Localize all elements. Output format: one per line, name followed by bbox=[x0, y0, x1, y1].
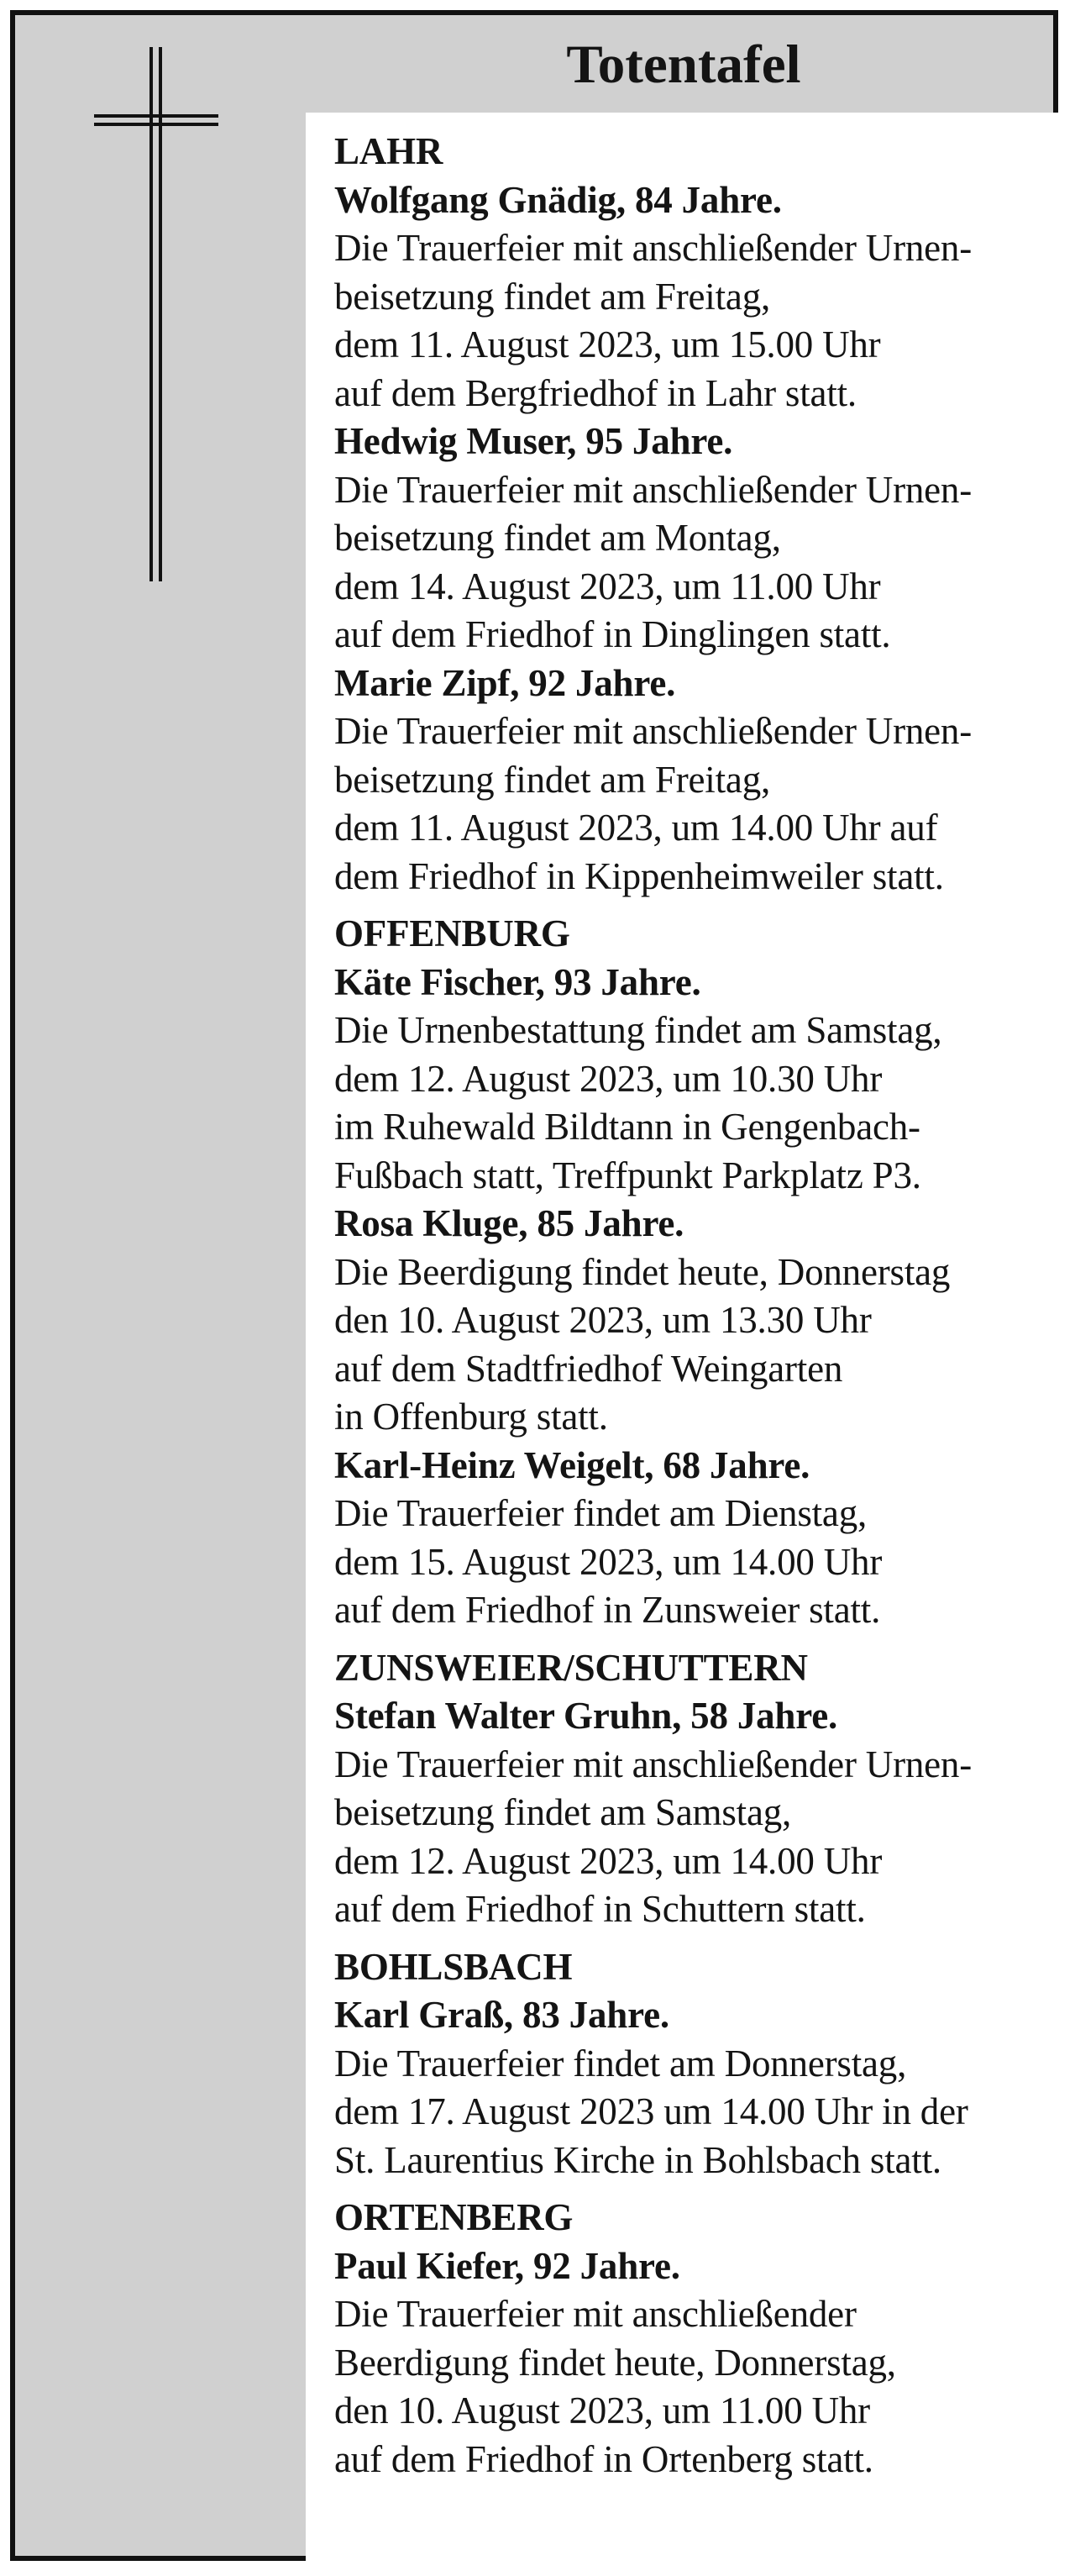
cross-horizontal-line-bottom bbox=[94, 123, 218, 126]
funeral-detail-line: dem 17. August 2023 um 14.00 Uhr in der bbox=[334, 2090, 968, 2132]
obituary-entry bbox=[334, 176, 1048, 418]
deceased-name: Karl Graß, 83 Jahre. bbox=[334, 1994, 669, 2036]
funeral-detail-line: St. Laurentius Kirche in Bohlsbach statt. bbox=[334, 2138, 941, 2181]
funeral-detail-line: Fußbach statt, Treffpunkt Parkplatz P3. bbox=[334, 1154, 921, 1196]
deceased-name: Stefan Walter Gruhn, 58 Jahre. bbox=[334, 1695, 838, 1737]
deceased-name: Hedwig Muser, 95 Jahre. bbox=[334, 420, 733, 462]
funeral-detail-line: dem 12. August 2023, um 14.00 Uhr bbox=[334, 1839, 883, 1882]
funeral-detail-line: Die Trauerfeier findet am Donnerstag, bbox=[334, 2042, 907, 2084]
funeral-detail-line: auf dem Friedhof in Dinglingen statt. bbox=[334, 613, 891, 655]
section-place: ORTENBERG bbox=[334, 2196, 574, 2238]
funeral-detail-line: dem Friedhof in Kippenheimweiler statt. bbox=[334, 854, 944, 897]
funeral-detail-line: Die Trauerfeier mit anschließender Urnen- bbox=[334, 468, 973, 511]
deceased-name: Rosa Kluge, 85 Jahre. bbox=[334, 1202, 684, 1244]
funeral-detail-line: auf dem Bergfriedhof in Lahr statt. bbox=[334, 371, 857, 414]
section-place: ZUNSWEIER/SCHUTTERN bbox=[334, 1646, 808, 1689]
obituary-entry bbox=[334, 1991, 1048, 2184]
obituary-entry bbox=[334, 1200, 1048, 1442]
funeral-detail-line: den 10. August 2023, um 11.00 Uhr bbox=[334, 2389, 870, 2431]
funeral-detail-line: beisetzung findet am Freitag, bbox=[334, 275, 771, 318]
funeral-detail-line: auf dem Friedhof in Ortenberg statt. bbox=[334, 2437, 873, 2480]
funeral-detail-line: in Offenburg statt. bbox=[334, 1396, 608, 1438]
obituary-entry bbox=[334, 2242, 1048, 2484]
funeral-detail-line: im Ruhewald Bildtann in Gengenbach- bbox=[334, 1106, 920, 1148]
section-lahr bbox=[334, 128, 1048, 901]
section-place: OFFENBURG bbox=[334, 912, 570, 954]
obituary-entry bbox=[334, 1692, 1048, 1934]
funeral-detail-line: auf dem Friedhof in Zunsweier statt. bbox=[334, 1589, 881, 1631]
funeral-detail-line: Die Trauerfeier mit anschließender Urnen- bbox=[334, 227, 973, 269]
funeral-detail-line: Die Urnenbestattung findet am Samstag, bbox=[334, 1009, 942, 1051]
cross-vertical-line-left bbox=[149, 47, 153, 581]
funeral-detail-line: den 10. August 2023, um 13.30 Uhr bbox=[334, 1299, 872, 1341]
obituary-entry bbox=[334, 660, 1048, 902]
deceased-name: Käte Fischer, 93 Jahre. bbox=[334, 960, 701, 1003]
deceased-name: Wolfgang Gnädig, 84 Jahre. bbox=[334, 178, 782, 221]
funeral-detail-line: dem 11. August 2023, um 15.00 Uhr bbox=[334, 323, 881, 365]
funeral-detail-line: dem 14. August 2023, um 11.00 Uhr bbox=[334, 565, 881, 607]
deceased-name: Paul Kiefer, 92 Jahre. bbox=[334, 2244, 680, 2287]
obituary-entry bbox=[334, 1442, 1048, 1635]
funeral-detail-line: Die Beerdigung findet heute, Donnerstag bbox=[334, 1250, 951, 1293]
obituary-entry bbox=[334, 959, 1048, 1201]
funeral-detail-line: auf dem Stadtfriedhof Weingarten bbox=[334, 1347, 843, 1390]
funeral-detail-line: auf dem Friedhof in Schuttern statt. bbox=[334, 1888, 866, 1930]
cross-vertical-line-right bbox=[159, 47, 162, 581]
section-zunsweier-schuttern bbox=[334, 1644, 1048, 1934]
funeral-detail-line: Die Trauerfeier findet am Dienstag, bbox=[334, 1492, 868, 1534]
section-ortenberg bbox=[334, 2194, 1048, 2484]
section-offenburg bbox=[334, 910, 1048, 1635]
page-title: Totentafel bbox=[566, 34, 801, 95]
funeral-detail-line: Die Trauerfeier mit anschließender Urnen- bbox=[334, 1743, 973, 1785]
section-place: LAHR bbox=[334, 130, 443, 172]
section-place: BOHLSBACH bbox=[334, 1945, 573, 1988]
funeral-detail-line: Beerdigung findet heute, Donnerstag, bbox=[334, 2341, 896, 2384]
funeral-detail-line: Die Trauerfeier mit anschließender bbox=[334, 2293, 857, 2335]
obituary-list bbox=[334, 128, 1048, 2493]
section-bohlsbach bbox=[334, 1943, 1048, 2185]
funeral-detail-line: dem 11. August 2023, um 14.00 Uhr auf bbox=[334, 807, 938, 849]
funeral-detail-line: dem 15. August 2023, um 14.00 Uhr bbox=[334, 1540, 883, 1583]
funeral-detail-line: dem 12. August 2023, um 10.30 Uhr bbox=[334, 1057, 883, 1100]
funeral-detail-line: beisetzung findet am Samstag, bbox=[334, 1791, 792, 1833]
cross-horizontal-line-top bbox=[94, 114, 218, 118]
funeral-detail-line: beisetzung findet am Montag, bbox=[334, 517, 781, 559]
funeral-detail-line: Die Trauerfeier mit anschließender Urnen- bbox=[334, 710, 973, 752]
deceased-name: Marie Zipf, 92 Jahre. bbox=[334, 661, 676, 704]
funeral-detail-line: beisetzung findet am Freitag, bbox=[334, 758, 771, 801]
deceased-name: Karl-Heinz Weigelt, 68 Jahre. bbox=[334, 1443, 810, 1486]
obituary-entry bbox=[334, 418, 1048, 660]
